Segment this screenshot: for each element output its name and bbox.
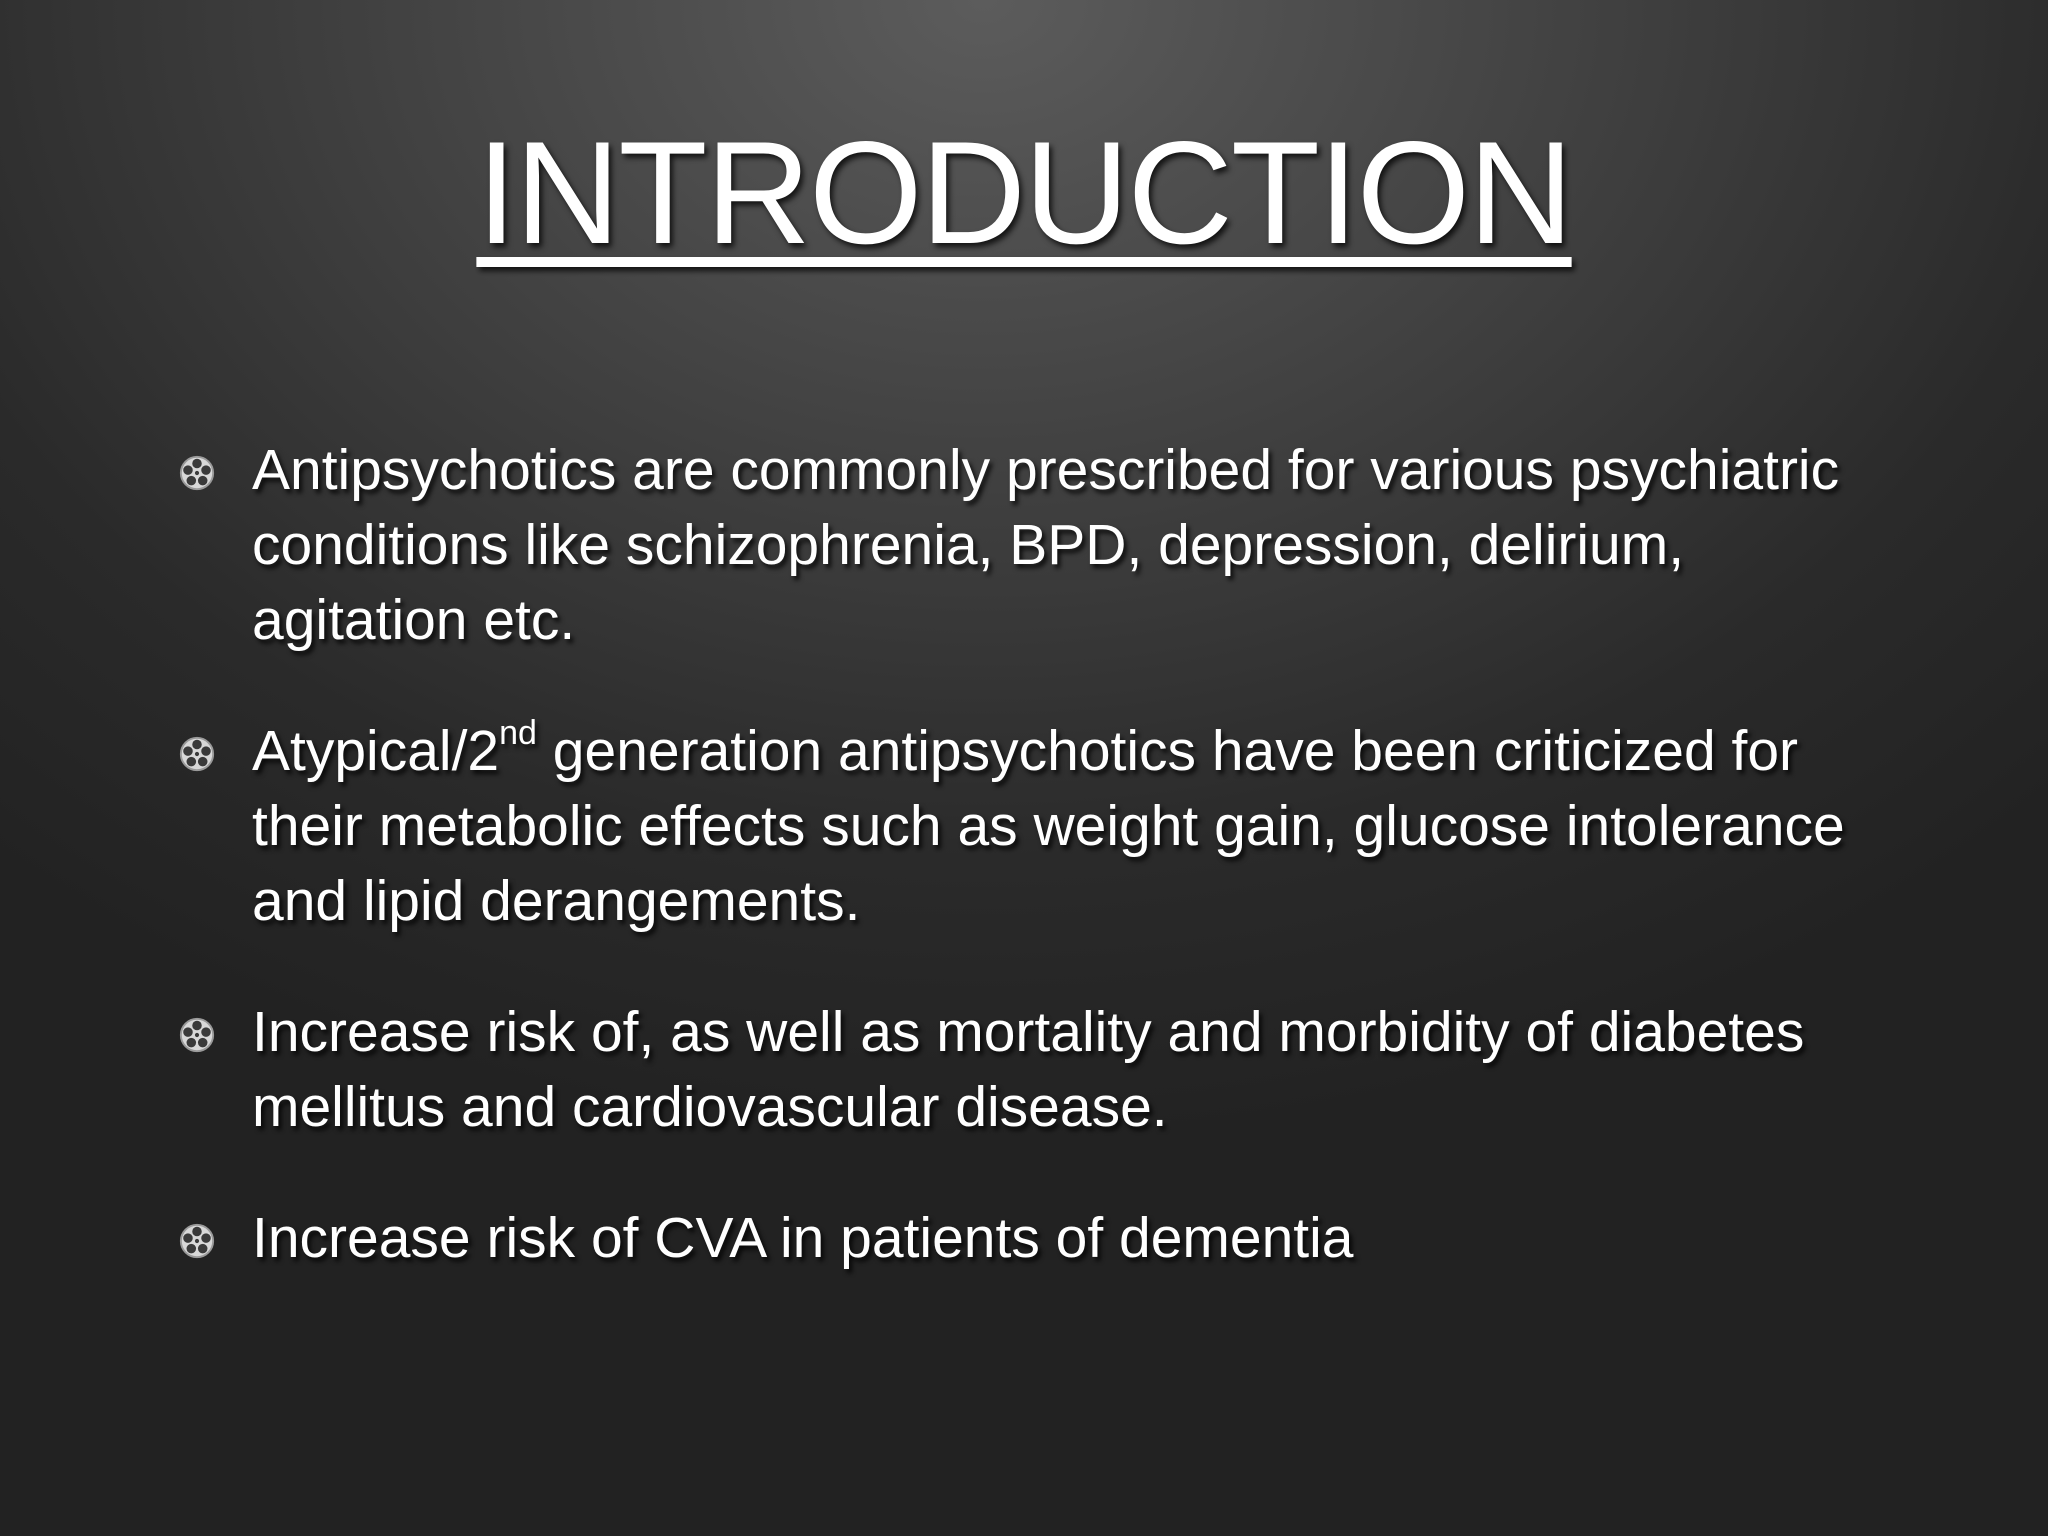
- bullet-list: [178, 433, 1898, 1332]
- slide-title: INTRODUCTION: [476, 111, 1572, 274]
- film-reel-icon: [178, 1016, 216, 1054]
- ordinal-superscript: nd: [499, 714, 537, 752]
- bullet-item: [178, 714, 1898, 939]
- bullet-text: [252, 714, 1898, 939]
- bullet-text-prefix: Atypical/2: [252, 719, 500, 783]
- bullet-text: Increase risk of CVA in patients of dementia: [252, 1206, 1354, 1270]
- bullet-item: [178, 1201, 1898, 1276]
- bullet-item: [178, 433, 1898, 658]
- film-reel-icon: [178, 1222, 216, 1260]
- bullet-text: Increase risk of, as well as mortality and morbidity of diabetes mellitus and cardiovascular disease.: [252, 1000, 1805, 1139]
- bullet-item: [178, 995, 1898, 1145]
- bullet-text: Antipsychotics are commonly prescribed for various psychiatric conditions like schizophrenia, BPD, depression, delirium, agitation etc.: [252, 438, 1840, 652]
- film-reel-icon: [178, 454, 216, 492]
- bullet-text-suffix: generation antipsychotics have been criticized for their metabolic effects such as weight gain, glucose intolerance and lipid derangements.: [252, 719, 1845, 933]
- film-reel-icon: [178, 735, 216, 773]
